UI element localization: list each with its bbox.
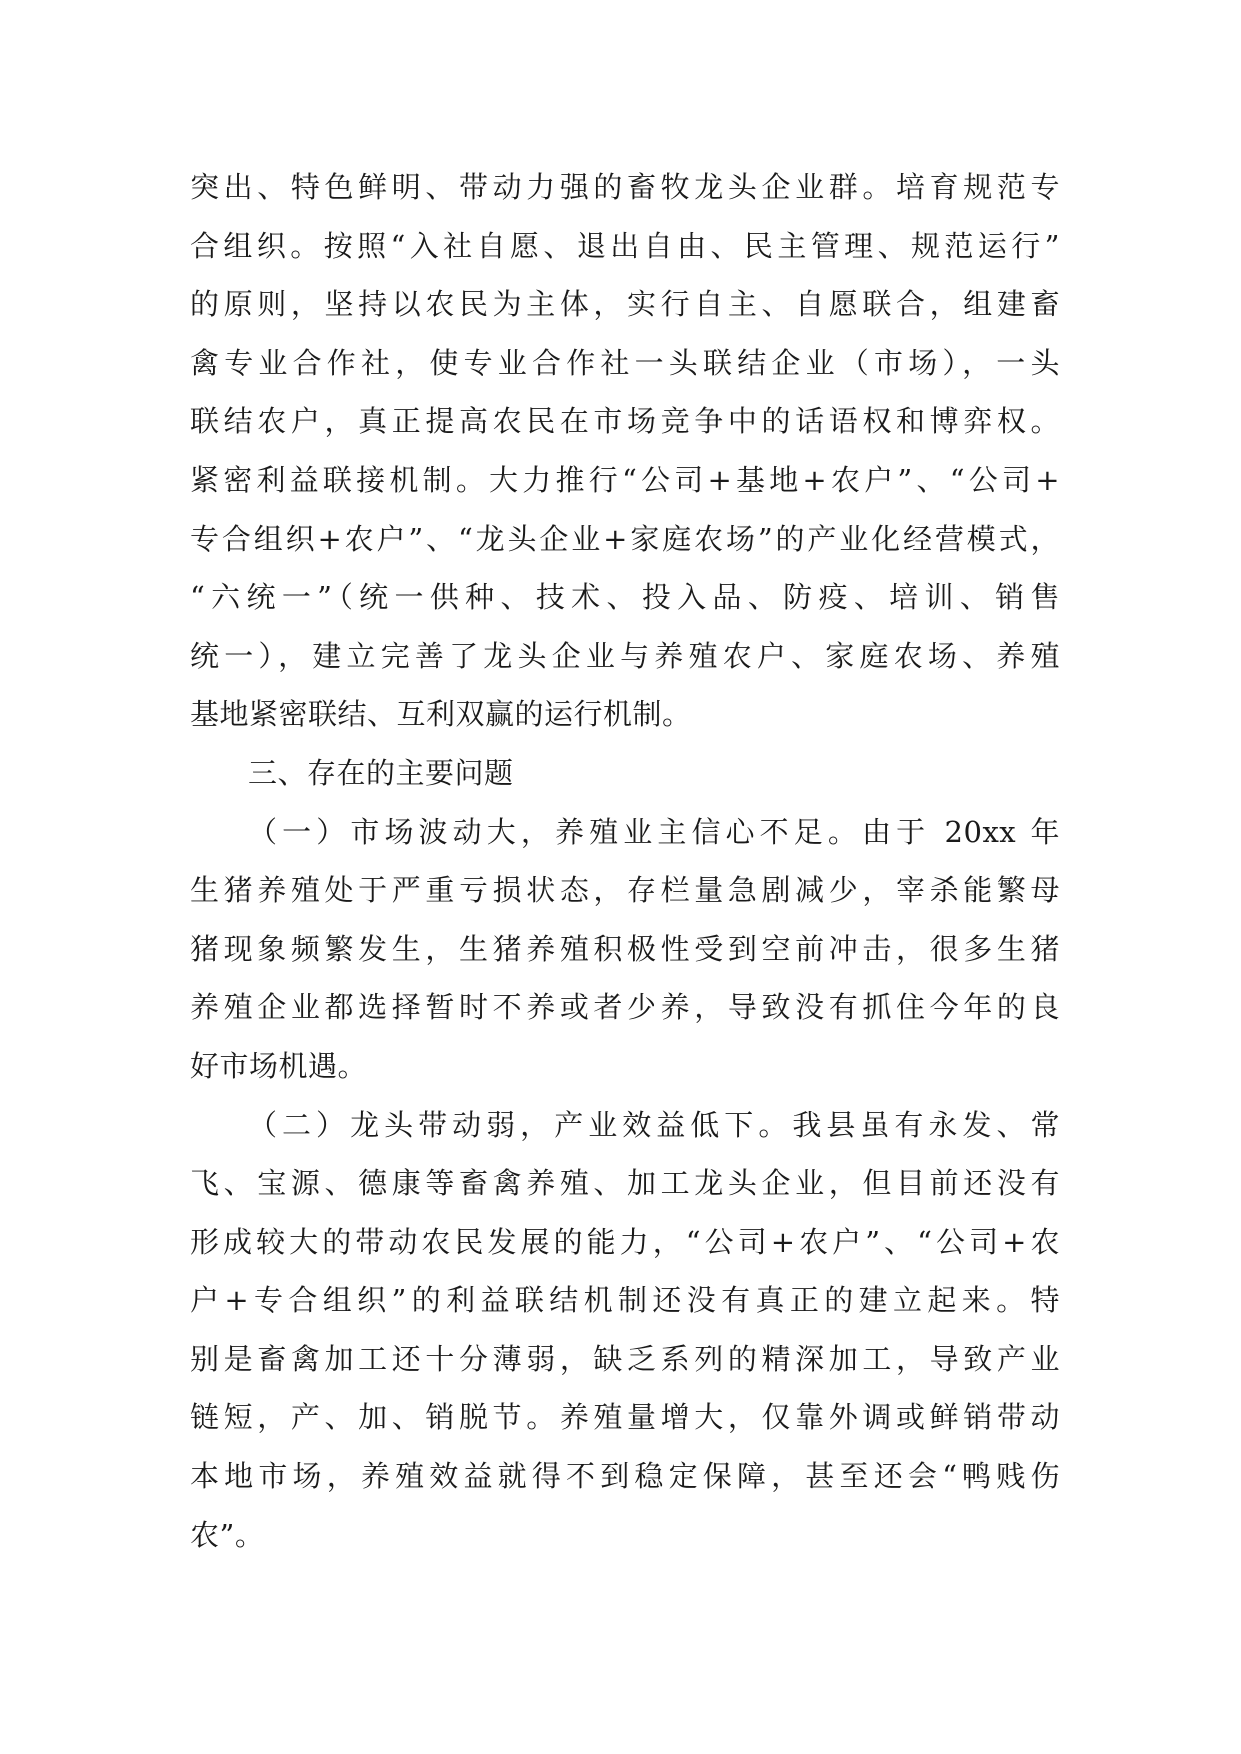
text-line: 的原则，坚持以农民为主体，实行自主、自愿联合，组建畜	[190, 287, 1060, 322]
text-line: 专合组织+农户”、“龙头企业+家庭农场”的产业化经营模式，	[190, 521, 1060, 556]
text-line: 三、存在的主要问题	[248, 755, 514, 790]
text-line: 基地紧密联结、互利双赢的运行机制。	[190, 697, 692, 732]
text-line: “六统一”（统一供种、技术、投入品、防疫、培训、销售	[190, 580, 1060, 615]
text-line: 别是畜禽加工还十分薄弱，缺乏系列的精深加工，导致产业	[190, 1341, 1060, 1376]
text-line: 联结农户，真正提高农民在市场竞争中的话语权和博弈权。	[190, 404, 1060, 439]
text-line: 突出、特色鲜明、带动力强的畜牧龙头企业群。培育规范专	[190, 170, 1060, 204]
text-line: 合组织。按照“入社自愿、退出自由、民主管理、规范运行”	[190, 228, 1060, 263]
text-line: 链短，产、加、销脱节。养殖量增大，仅靠外调或鲜销带动	[190, 1400, 1060, 1435]
text-line: 本地市场，养殖效益就得不到稳定保障，甚至还会“鸭贱伤	[190, 1459, 1060, 1494]
text-line: （二）龙头带动弱，产业效益低下。我县虽有永发、常	[248, 1107, 1060, 1142]
text-line: 飞、宝源、德康等畜禽养殖、加工龙头企业，但目前还没有	[190, 1166, 1060, 1201]
text-line: 好市场机遇。	[190, 1048, 368, 1083]
text-line: 统一），建立完善了龙头企业与养殖农户、家庭农场、养殖	[190, 638, 1060, 673]
text-line: 禽专业合作社，使专业合作社一头联结企业（市场），一头	[190, 345, 1060, 380]
text-line: 紧密利益联接机制。大力推行“公司+基地+农户”、“公司+	[190, 462, 1060, 497]
body-text	[190, 158, 1060, 1564]
text-line: 形成较大的带动农民发展的能力，“公司+农户”、“公司+农	[190, 1224, 1060, 1259]
text-line: 农”。	[190, 1517, 265, 1552]
text-line: （一）市场波动大，养殖业主信心不足。由于 20xx 年	[248, 814, 1060, 849]
text-line: 猪现象频繁发生，生猪养殖积极性受到空前冲击，很多生猪	[190, 931, 1060, 966]
text-line: 生猪养殖处于严重亏损状态，存栏量急剧减少，宰杀能繁母	[190, 873, 1060, 908]
text-line: 户+专合组织”的利益联结机制还没有真正的建立起来。特	[190, 1283, 1060, 1318]
text-line: 养殖企业都选择暂时不养或者少养，导致没有抓住今年的良	[190, 990, 1060, 1025]
